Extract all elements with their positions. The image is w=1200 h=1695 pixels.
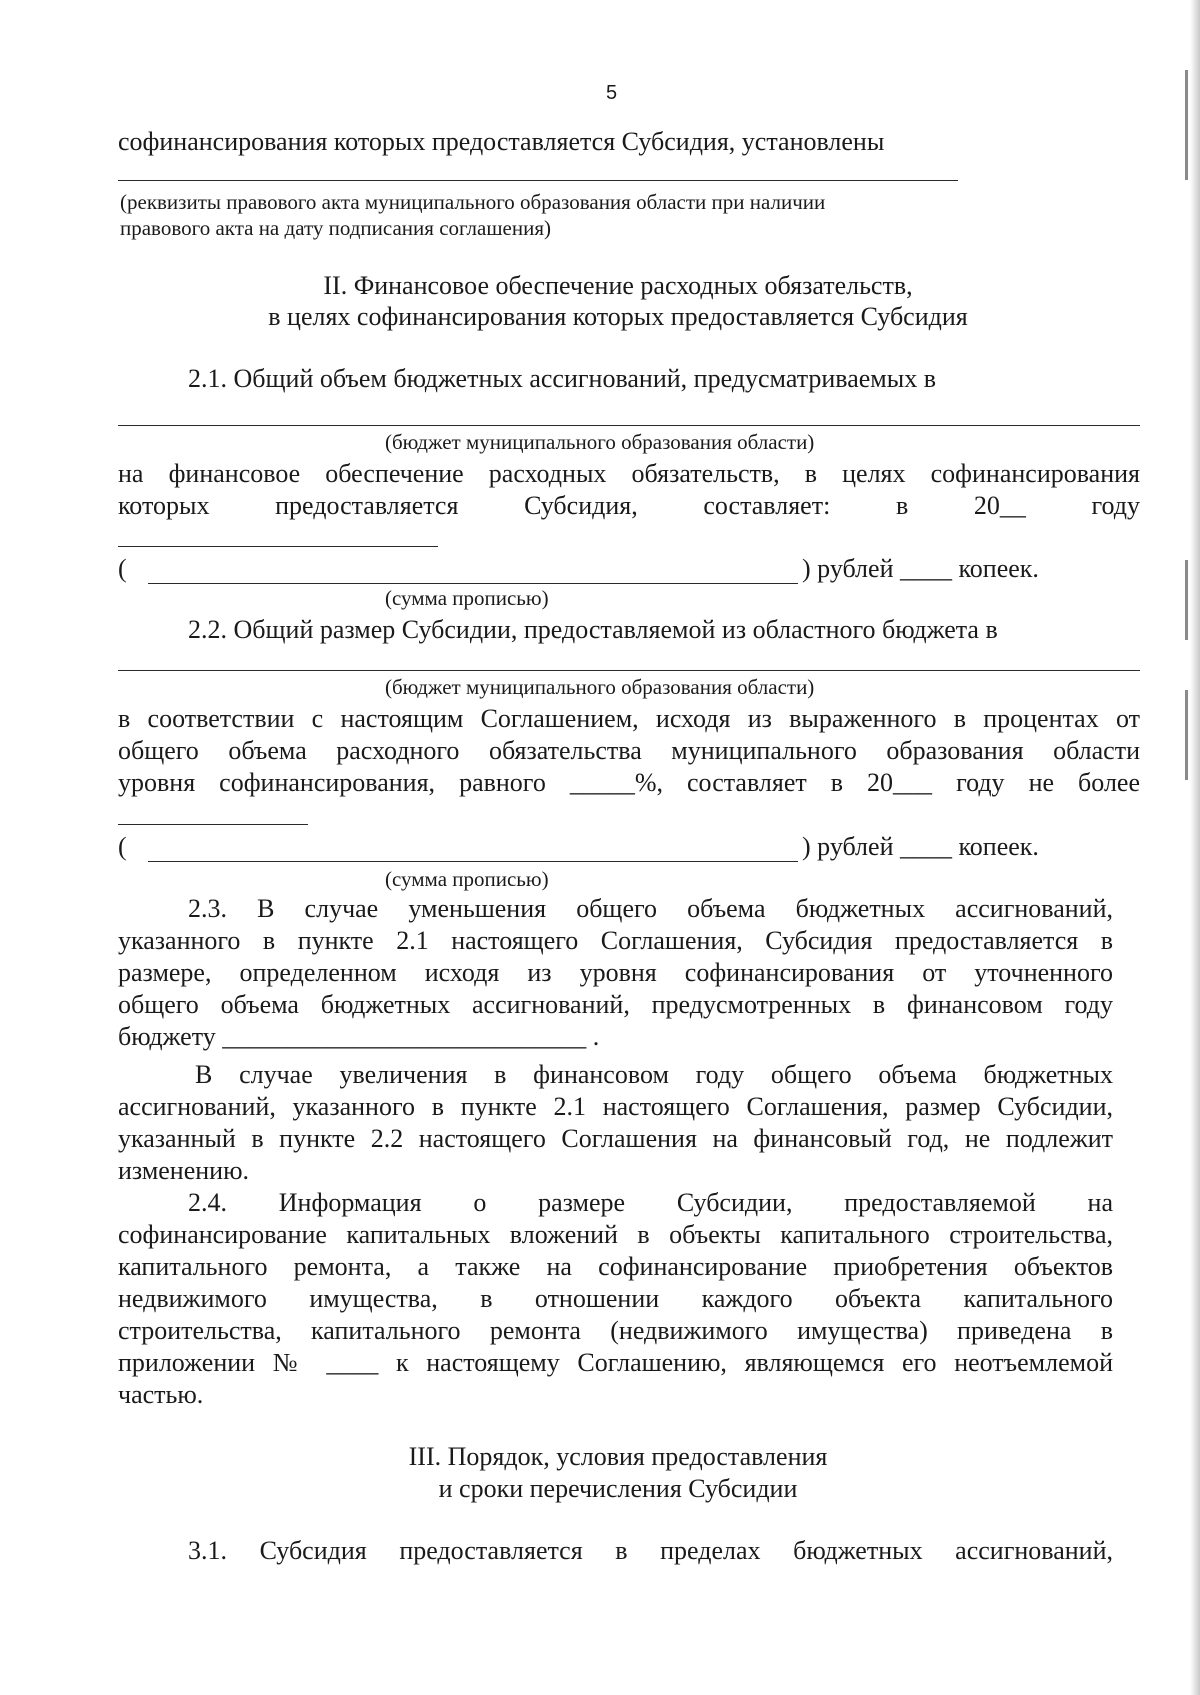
paragraph-line: размере, определенном исходя из уровня софинансирования от уточненного [118,958,1113,987]
paragraph-line: 3.1. Субсидия предоставляется в пределах бюджетных ассигнований, [188,1536,1113,1565]
paragraph-line: уровня софинансирования, равного _____%, составляет в 20___ году не более [118,768,1140,797]
sum-open-paren: ( [118,832,127,861]
sum-in-words-line [148,583,798,584]
fill-in-blank-line [118,180,958,181]
paragraph-line: капитального ремонта, а также на софинансирование приобретения объектов [118,1252,1113,1281]
fill-in-blank-line [118,546,438,547]
paragraph-line: софинансирование капитальных вложений в объекты капитального строительства, [118,1220,1113,1249]
paragraph-line: общего объема расходного обязательства муниципального образования области [118,736,1140,765]
paragraph-line: изменению. [118,1156,250,1185]
field-caption: (реквизиты правового акта муниципального образования области при наличии [120,190,826,214]
paragraph-line: бюджету ____________________________ . [118,1022,600,1051]
paragraph-line: 2.3. В случае уменьшения общего объема бюджетных ассигнований, [188,894,1113,923]
paragraph-line: 2.1. Общий объем бюджетных ассигнований, предусматриваемых в [188,364,936,393]
paragraph-line: софинансирования которых предоставляется Субсидия, установлены [118,127,885,156]
section-title: и сроки перечисления Субсидии [438,1474,798,1503]
section-title: III. Порядок, условия предоставления [408,1442,828,1471]
scan-edge-shadow [1190,0,1200,1695]
scan-edge-mark [1185,560,1188,640]
field-caption: (бюджет муниципального образования области) [385,675,815,699]
paragraph-line: частью. [118,1380,204,1409]
field-caption: (сумма прописью) [385,867,549,891]
paragraph-line: общего объема бюджетных ассигнований, предусмотренных в финансовом году [118,990,1113,1019]
field-caption: (сумма прописью) [385,586,549,610]
paragraph-line: В случае увеличения в финансовом году общего объема бюджетных [195,1060,1113,1089]
fill-in-blank-line [118,670,1140,671]
paragraph-line: в соответствии с настоящим Соглашением, исходя из выраженного в процентах от [118,704,1140,733]
scan-edge-mark [1185,70,1188,180]
fill-in-blank-line [118,425,1140,426]
section-title: II. Финансовое обеспечение расходных обязательств, [323,271,913,300]
paragraph-line: ассигнований, указанного в пункте 2.1 настоящего Соглашения, размер Субсидии, [118,1092,1113,1121]
sum-rubles-kopecks: ) рублей ____ копеек. [802,554,1039,583]
sum-in-words-line [148,861,798,862]
section-title: в целях софинансирования которых предоставляется Субсидия [268,302,968,331]
paragraph-line: 2.2. Общий размер Субсидии, предоставляемой из областного бюджета в [188,615,998,644]
scan-edge-mark [1185,690,1188,780]
paragraph-line: указанный в пункте 2.2 настоящего Соглашения на финансовый год, не подлежит [118,1124,1113,1153]
sum-rubles-kopecks: ) рублей ____ копеек. [802,832,1039,861]
paragraph-line: 2.4. Информация о размере Субсидии, предоставляемой на [188,1188,1113,1217]
fill-in-blank-line [118,824,308,825]
paragraph-line: приложении № ____ к настоящему Соглашению, являющемся его неотъемлемой [118,1348,1113,1377]
sum-open-paren: ( [118,554,127,583]
field-caption: правового акта на дату подписания соглашения) [120,216,551,240]
paragraph-line: недвижимого имущества, в отношении каждого объекта капитального [118,1284,1113,1313]
paragraph-line: указанного в пункте 2.1 настоящего Соглашения, Субсидия предоставляется в [118,926,1113,955]
paragraph-line: которых предоставляется Субсидия, составляет: в 20__ году [118,491,1140,520]
page-number: 5 [606,82,618,104]
paragraph-line: на финансовое обеспечение расходных обязательств, в целях софинансирования [118,459,1140,488]
paragraph-line: строительства, капитального ремонта (недвижимого имущества) приведена в [118,1316,1113,1345]
field-caption: (бюджет муниципального образования области) [385,430,815,454]
